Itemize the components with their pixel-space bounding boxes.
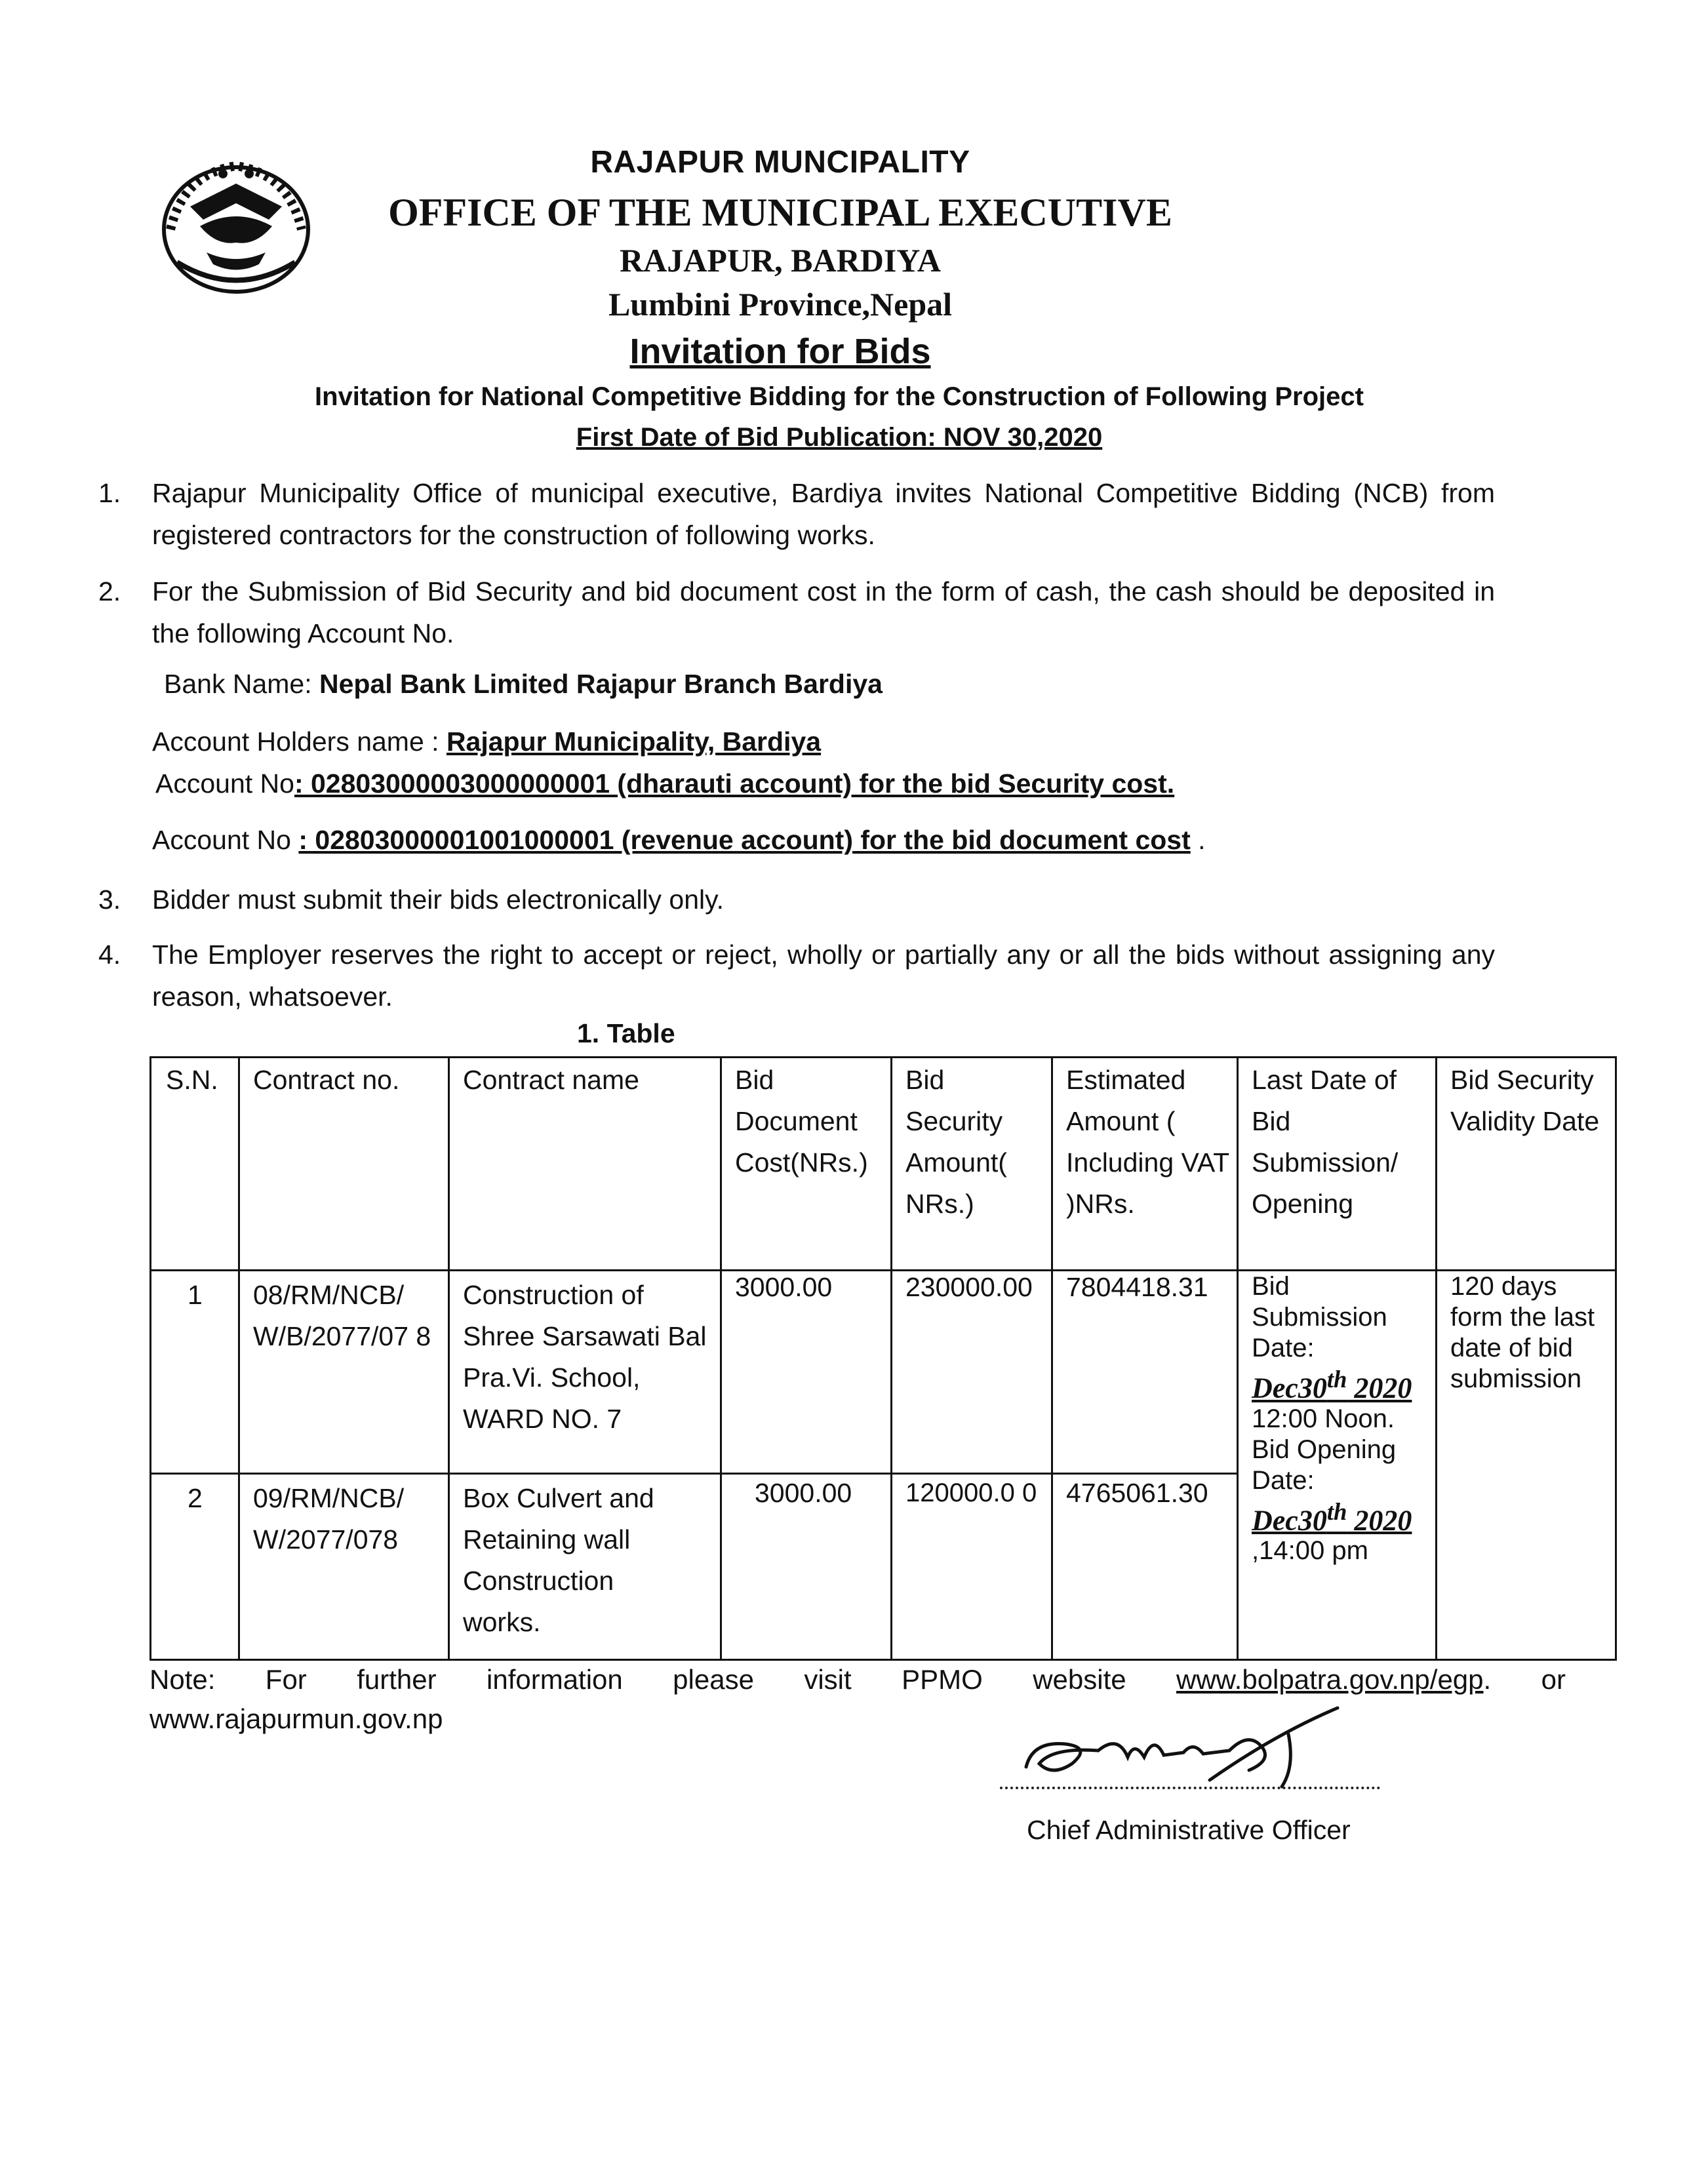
paragraph-number: 3. <box>98 884 121 915</box>
account-1-label: Account No <box>155 768 294 799</box>
submission-date: Dec30th 2020 <box>1252 1366 1412 1404</box>
office-location: RAJAPUR, BARDIYA <box>620 242 941 279</box>
header-security: Bid Security Amount( NRs.) <box>905 1065 1007 1219</box>
submission-time: 12:00 Noon. <box>1252 1404 1395 1433</box>
header-sn: S.N. <box>166 1065 218 1095</box>
account-2-label: Account No <box>152 825 299 855</box>
signature-line <box>1000 1787 1380 1789</box>
bank-name-label: Bank Name: <box>164 669 319 699</box>
note-word: further <box>357 1664 437 1695</box>
account-holder-label: Account Holders name : <box>152 726 447 757</box>
municipality-website-link[interactable]: www.rajapurmun.gov.np <box>149 1703 443 1734</box>
note-word: Note: <box>149 1664 216 1695</box>
row1-security: 230000.00 <box>905 1272 1033 1302</box>
publication-date: First Date of Bid Publication: NOV 30,2020 <box>576 423 1103 452</box>
note-or: or <box>1541 1664 1566 1695</box>
row1-doc-cost: 3000.00 <box>735 1272 833 1302</box>
office-name: OFFICE OF THE MUNICIPAL EXECUTIVE <box>388 191 1172 234</box>
account-2-end: . <box>1190 825 1206 855</box>
note-word: visit <box>804 1664 852 1695</box>
paragraph-number: 4. <box>98 940 121 970</box>
paragraph-text: The Employer reserves the right to accept or reject, wholly or partially any or all the bids without assigning any reason, whatsoever. <box>152 940 1495 1012</box>
paragraph-number: 1. <box>98 478 121 508</box>
row2-contract-no: 09/RM/NCB/ W/2077/078 <box>253 1483 405 1555</box>
row2-estimate: 4765061.30 <box>1066 1478 1208 1508</box>
header-last-date: Last Date of Bid Submission/ Opening <box>1252 1065 1399 1219</box>
opening-label: Bid Opening Date: <box>1252 1435 1397 1495</box>
account-holder-line <box>152 726 821 757</box>
row1-contract-name: Construction of Shree Sarsawati Bal Pra.Vi. School, WARD NO. 7 <box>463 1280 707 1434</box>
notice-subtitle: Invitation for National Competitive Bidding for the Construction of Following Project <box>315 382 1364 411</box>
header-contract-name: Contract name <box>463 1065 639 1095</box>
province: Lumbini Province,Nepal <box>608 286 953 323</box>
paragraph-number: 2. <box>98 576 121 606</box>
row1-estimate: 7804418.31 <box>1066 1272 1208 1302</box>
row2-doc-cost: 3000.00 <box>755 1478 852 1508</box>
header-validity: Bid Security Validity Date <box>1450 1065 1600 1136</box>
submission-label: Bid Submission Date: <box>1252 1272 1387 1362</box>
account-2-value: : 02803000001001000001 (revenue account) for the bid document cost <box>298 825 1191 855</box>
municipality-name: RAJAPUR MUNCIPALITY <box>590 145 970 180</box>
row2-security: 120000.0 0 <box>905 1478 1037 1507</box>
paragraph-text: For the Submission of Bid Security and bid document cost in the form of cash, the cash should be deposited in the following Account No. <box>152 576 1495 648</box>
bank-name-line <box>164 669 883 700</box>
paragraph-text: Rajapur Municipality Office of municipal executive, Bardiya invites National Competitive Bidding (NCB) from registered contractors for the construction of following works. <box>152 478 1495 550</box>
paragraph-4 <box>98 934 1495 1018</box>
account-1-value: : 02803000003000000001 (dharauti account) for the bid Security cost. <box>294 768 1175 799</box>
row1-sn: 1 <box>188 1280 203 1310</box>
header-doc-cost: Bid Document Cost(NRs.) <box>735 1065 868 1178</box>
signatory-title: Chief Administrative Officer <box>1027 1815 1351 1845</box>
paragraph-3 <box>98 879 1495 921</box>
row1-contract-no: 08/RM/NCB/ W/B/2077/07 8 <box>253 1280 431 1351</box>
opening-time: ,14:00 pm <box>1252 1536 1368 1566</box>
header-contract-no: Contract no. <box>253 1065 400 1095</box>
note-word: website <box>1033 1664 1126 1695</box>
note-word: PPMO <box>902 1664 983 1695</box>
validity-cell: 120 days form the last date of bid submission <box>1450 1272 1595 1393</box>
paragraph-1 <box>98 472 1495 556</box>
note: Note: For further information please visit PPMO website www.bolpatra.gov.np/egp. or www.rajapurmun.gov.np <box>149 1660 1566 1739</box>
account-2-line <box>152 825 1206 856</box>
header-estimate: Estimated Amount ( Including VAT )NRs. <box>1066 1065 1229 1219</box>
account-holder-value: Rajapur Municipality, Bardiya <box>446 726 822 757</box>
paragraph-2 <box>98 570 1495 654</box>
note-word: information <box>487 1664 623 1695</box>
opening-date: Dec30th 2020 <box>1252 1497 1412 1537</box>
bid-dates-cell <box>1252 1271 1432 1566</box>
notice-title: Invitation for Bids <box>629 332 931 371</box>
table-caption: 1. Table <box>577 1018 675 1048</box>
account-1-line <box>155 768 1174 799</box>
bid-table <box>149 1056 1617 1661</box>
row2-sn: 2 <box>188 1483 203 1513</box>
note-word: For <box>265 1664 307 1695</box>
bank-name-value: Nepal Bank Limited Rajapur Branch Bardiya <box>319 669 883 699</box>
paragraph-text: Bidder must submit their bids electronically only. <box>152 884 724 915</box>
bolpatra-link[interactable]: www.bolpatra.gov.np/egp <box>1176 1664 1484 1695</box>
note-word: please <box>673 1664 754 1695</box>
row2-contract-name: Box Culvert and Retaining wall Construction works. <box>463 1483 654 1637</box>
signature-icon <box>1013 1695 1341 1793</box>
